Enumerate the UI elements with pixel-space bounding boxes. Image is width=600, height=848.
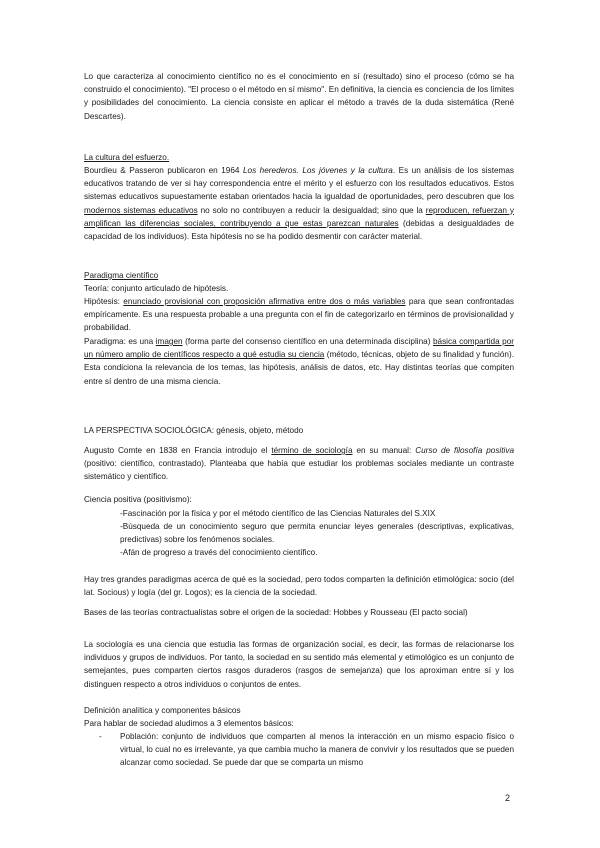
- teoria-line: Teoría: conjunto articulado de hipótesis.: [84, 284, 229, 293]
- comte-underline: término de sociología: [271, 446, 353, 455]
- comte-paragraph: [84, 444, 514, 484]
- cultura-paragraph: [84, 164, 514, 243]
- sociologia-paragraph: La sociología es una ciencia que estudia las formas de organización social, es decir, las formas de relacionarse los individuos y grupos de individuos. Por tanto, la sociedad en su sentido más elemental y etimológico es un conjunto de semejantes, pues comparten ciertos rasgos duraderos (rasgos de semejanza) que los aproximan entre sí y los distinguen respecto a otros individuos o conjuntos de entes.: [84, 640, 514, 689]
- positiva-heading: Ciencia positiva (positivismo):: [84, 495, 192, 504]
- paradigma-underline-2: básica compartida por un número amplio de científicos respecto a qué estudia su ciencia: [84, 337, 514, 360]
- section-heading-cultura: [84, 151, 514, 164]
- hipotesis-text: para que sean confrontadas empíricamente. Es una respuesta probable a una pregunta con el fin de categorizarlo en términos de provisionalidad y probabilidad.: [84, 297, 514, 333]
- perspectiva-heading: LA PERSPECTIVA SOCIOLÓGICA: génesis, objeto, método: [84, 426, 304, 435]
- hipotesis-underline: enunciado provisional con proposición afirmativa entre dos o más variables: [123, 297, 406, 306]
- section-heading-paradigma: [84, 269, 514, 282]
- paradigma-label: Paradigma: es una: [84, 337, 156, 346]
- cultura-underline-1: modernos sistemas educativos: [84, 205, 198, 215]
- hipotesis-paragraph: [84, 295, 514, 335]
- cultura-text-4: (debidas a desigualdades de capacidad de los individuos). Esta hipótesis no se ha podido desmentir con carácter material.: [84, 218, 514, 242]
- cultura-book-title: Los herederos. Los jóvenes y la cultura: [242, 166, 393, 175]
- cultura-heading: La cultura del esfuerzo.: [84, 153, 170, 162]
- paradigma-heading: Paradigma científico: [84, 271, 159, 280]
- bases-paragraph: Bases de las teorías contractualistas sobre el origen de la sociedad: Hobbes y Rousseau (El pacto social): [84, 608, 468, 617]
- cultura-text-3: no solo no contribuyen a reducir la desigualdad; sino que la: [197, 205, 426, 215]
- comte-text-1: Augusto Comte en 1838 en Francia introdujo el: [84, 446, 272, 455]
- definicion-intro: Para hablar de sociedad aludimos a 3 elementos básicos:: [84, 719, 294, 728]
- comte-text-2: en su manual:: [352, 446, 416, 455]
- paradigma-text-2: (forma parte del consenso científico en una determinada disciplina): [182, 337, 433, 346]
- paradigma-paragraph: [84, 335, 514, 388]
- hipotesis-label: Hipótesis:: [84, 297, 124, 306]
- comte-book-title: Curso de filosofía positiva: [415, 446, 514, 455]
- poblacion-bullet: Población: conjunto de individuos que comparten al menos la interacción en un mismo espacio físico o virtual, lo cual no es irrelevante, ya que cambia mucho la manera de convivir y los resultados que se pueden alcanzar como sociedad. Se puede dar que se comparta un mismo: [120, 732, 514, 768]
- page-number: 2: [505, 793, 511, 803]
- paradigmas-paragraph: Hay tres grandes paradigmas acerca de qué es la sociedad, pero todos comparten la definición etimológica: socio (del lat. Socious) y logía (del gr. Logos); es la ciencia de la sociedad.: [84, 575, 514, 598]
- positiva-item-2: -Búsqueda de un conocimiento seguro que permita enunciar leyes generales (descriptivas, explicativas, predictivas) sobre los fenómenos sociales.: [120, 522, 514, 545]
- cultura-text-1: Bourdieu & Passeron publicaron en 1964: [84, 166, 243, 175]
- cultura-underline-2: reproducen, refuerzan y amplifican las diferencias sociales, contribuyendo a que estas parezcan naturales: [84, 205, 514, 228]
- cultura-text-2: . Es un análisis de los sistemas educativos tratando de ver si hay correspondencia entre el mérito y el esfuerzo con los resultados educativos. Estos sistemas educativos supuestamente estaban orientados hacia la igualdad de oportunidades, pero descubren que los: [84, 166, 514, 202]
- positiva-item-3: -Afán de progreso a través del conocimiento científico.: [120, 548, 318, 557]
- positiva-item-1: -Fascinación por la física y por el método científico de las Ciencias Naturales del S.XIX: [120, 509, 436, 518]
- bullet-marker: -: [99, 732, 102, 741]
- intro-paragraph: Lo que caracteriza al conocimiento científico no es el conocimiento en sí (resultado) sino el proceso (cómo se ha construido el conocimiento). "El proceso o el método en sí mismo". En definitiva, la ciencia es conciencia de los límites y posibilidades del conocimiento. La ciencia consiste en aplicar el método a través de la duda sistemática (René Descartes).: [84, 72, 514, 121]
- comte-text-3: (positivo: científico, contrastado). Planteaba que había que estudiar los problemas sociales mediante un contraste sistemático y científico.: [84, 459, 514, 482]
- paradigma-underline-1: imagen: [155, 337, 183, 346]
- definicion-heading: Definición analítica y componentes básicos: [84, 706, 241, 715]
- paradigma-text-3: (método, técnicas, objeto de su finalidad y función). Esta condiciona la relevancia de los temas, las hipótesis, análisis de datos, etc. Hay distintas teorías que compiten entre sí dentro de una misma ciencia.: [84, 350, 514, 386]
